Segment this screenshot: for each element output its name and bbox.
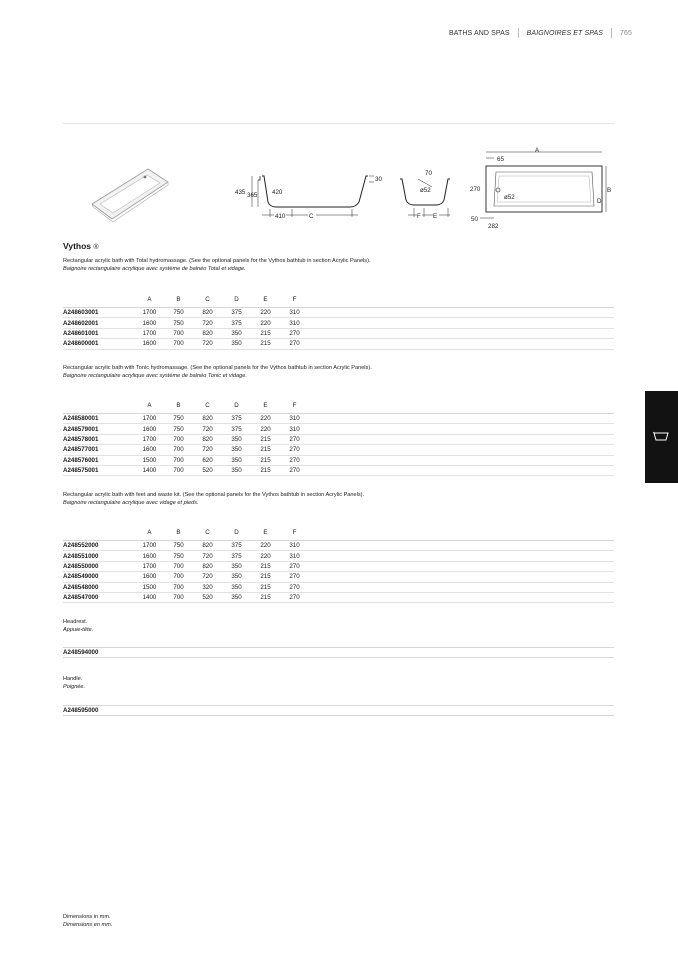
cell: 720 (193, 339, 222, 349)
cell: 720 (193, 445, 222, 455)
dim-70: 70 (425, 170, 432, 177)
column-header: D (222, 292, 251, 308)
cell: 1600 (135, 339, 164, 349)
column-header: A (135, 292, 164, 308)
cell: 700 (164, 339, 193, 349)
cell: 270 (280, 592, 309, 602)
accessory-label (63, 675, 85, 692)
cell: 310 (280, 318, 309, 328)
section-title: BATHS AND SPAS (448, 29, 510, 37)
cell: 220 (251, 414, 280, 424)
dim-282: 282 (488, 223, 499, 230)
cell: 820 (193, 414, 222, 424)
group-description (63, 364, 372, 381)
cell: 350 (222, 561, 251, 571)
dim-c: C (309, 213, 314, 220)
column-header: B (164, 525, 193, 541)
description-en: Rectangular acrylic bath with Tonic hydromassage. (See the optional panels for the Vythos bathtub in section Acrylic Panels). (63, 365, 372, 371)
cell: 720 (193, 424, 222, 434)
cell: 820 (193, 328, 222, 338)
side-elevation-drawing (232, 162, 392, 224)
cell: 215 (251, 445, 280, 455)
page-header (449, 28, 632, 38)
column-header: C (193, 292, 222, 308)
cell: 820 (193, 434, 222, 444)
product-code: A248579001 (63, 424, 135, 434)
dim-o52: ø52 (420, 187, 431, 194)
product-code: A248551000 (63, 551, 135, 561)
cell: 350 (222, 455, 251, 465)
cell: 520 (193, 592, 222, 602)
cell: 215 (251, 582, 280, 592)
header-divider (611, 28, 612, 38)
accessory-label-fr: Appuie-tête. (63, 627, 94, 634)
column-spacer (309, 525, 614, 541)
product-title (63, 241, 99, 251)
cell: 720 (193, 572, 222, 582)
cell: 270 (280, 465, 309, 475)
cell-spacer (309, 465, 614, 475)
cell: 350 (222, 339, 251, 349)
table-row (63, 308, 614, 318)
cell: 270 (280, 339, 309, 349)
column-header: E (251, 525, 280, 541)
cell: 215 (251, 465, 280, 475)
cell-spacer (309, 582, 614, 592)
dim-d: D (597, 198, 602, 205)
table-row (63, 414, 614, 424)
cell: 820 (193, 308, 222, 318)
column-header: D (222, 525, 251, 541)
column-header-code (63, 525, 135, 541)
table-row (63, 339, 614, 349)
cell: 1500 (135, 582, 164, 592)
dim-50: 50 (471, 216, 478, 223)
bathtub-icon (653, 431, 669, 442)
cell: 375 (222, 414, 251, 424)
cell: 270 (280, 572, 309, 582)
cell: 310 (280, 541, 309, 551)
dim-plan-o52: ø52 (504, 194, 515, 201)
description-fr: Baignoire rectangulaire acrylique avec système de balnéo Total et vidage. (63, 266, 246, 273)
accessory-code: A248594000 (63, 647, 614, 658)
page-number: 765 (620, 29, 632, 37)
cell: 1600 (135, 445, 164, 455)
cell: 215 (251, 455, 280, 465)
group-description (63, 491, 364, 508)
cell: 270 (280, 434, 309, 444)
column-spacer (309, 398, 614, 414)
dim-420: 420 (272, 189, 283, 196)
cell: 700 (164, 582, 193, 592)
cell: 1700 (135, 434, 164, 444)
table-row (63, 455, 614, 465)
accessory-label-en: Handle. (63, 676, 83, 682)
cell: 270 (280, 561, 309, 571)
accessory-label-en: Headrest. (63, 619, 88, 625)
dim-65: 65 (497, 156, 504, 163)
cell-spacer (309, 551, 614, 561)
cell: 1700 (135, 308, 164, 318)
product-code: A248547000 (63, 592, 135, 602)
cell: 1700 (135, 561, 164, 571)
table-row (63, 582, 614, 592)
cell: 215 (251, 328, 280, 338)
cell: 220 (251, 308, 280, 318)
registered-mark: ® (93, 244, 99, 251)
product-code: A248549000 (63, 572, 135, 582)
cell-spacer (309, 572, 614, 582)
cell: 310 (280, 308, 309, 318)
cell: 215 (251, 572, 280, 582)
cell: 350 (222, 572, 251, 582)
product-code: A248552000 (63, 541, 135, 551)
section-title-fr: BAIGNOIRES ET SPAS (526, 29, 604, 37)
table-header-row (63, 525, 614, 541)
cell: 270 (280, 455, 309, 465)
dim-410: 410 (275, 213, 286, 220)
cell: 270 (280, 328, 309, 338)
spec-table (63, 525, 614, 603)
product-code: A248580001 (63, 414, 135, 424)
cell: 700 (164, 434, 193, 444)
description-en: Rectangular acrylic bath with feet and waste kit. (See the optional panels for the Vythos bathtub in section Acrylic Panels). (63, 492, 365, 498)
column-spacer (309, 292, 614, 308)
product-code: A248575001 (63, 465, 135, 475)
cell: 215 (251, 561, 280, 571)
cell: 375 (222, 541, 251, 551)
cell: 750 (164, 308, 193, 318)
cell: 220 (251, 424, 280, 434)
cell: 1700 (135, 328, 164, 338)
cell: 375 (222, 318, 251, 328)
group-description (63, 257, 371, 274)
table-row (63, 424, 614, 434)
cell: 350 (222, 465, 251, 475)
cell: 375 (222, 424, 251, 434)
column-header: A (135, 525, 164, 541)
cell-spacer (309, 455, 614, 465)
cell: 700 (164, 328, 193, 338)
cell: 375 (222, 551, 251, 561)
column-header: F (280, 525, 309, 541)
cell: 1700 (135, 414, 164, 424)
cell-spacer (309, 318, 614, 328)
cell: 820 (193, 561, 222, 571)
cell: 1400 (135, 592, 164, 602)
description-en: Rectangular acrylic bath with Total hydromassage. (See the optional panels for the Vythos bathtub in section Acrylic Panels). (63, 258, 371, 264)
cell: 350 (222, 328, 251, 338)
cell-spacer (309, 541, 614, 551)
product-code: A248578001 (63, 434, 135, 444)
cell: 270 (280, 445, 309, 455)
cell: 215 (251, 434, 280, 444)
description-fr: Baignoire rectangulaire acrylique avec système de balnéo Tonic et vidage. (63, 373, 247, 380)
product-code: A248603001 (63, 308, 135, 318)
cell: 520 (193, 465, 222, 475)
cell: 620 (193, 455, 222, 465)
cell: 1600 (135, 318, 164, 328)
cell: 750 (164, 551, 193, 561)
cell: 820 (193, 541, 222, 551)
cell-spacer (309, 414, 614, 424)
footer-note (63, 913, 112, 929)
cell: 310 (280, 551, 309, 561)
cell: 720 (193, 318, 222, 328)
cell: 700 (164, 572, 193, 582)
product-code: A248602001 (63, 318, 135, 328)
cell: 270 (280, 582, 309, 592)
cell: 215 (251, 339, 280, 349)
footer-note-fr: Dimensions en mm. (63, 922, 113, 928)
cell-spacer (309, 434, 614, 444)
cell: 220 (251, 541, 280, 551)
cell-spacer (309, 424, 614, 434)
table-header-row (63, 292, 614, 308)
table-row (63, 592, 614, 602)
column-header: A (135, 398, 164, 414)
spec-table (63, 398, 614, 476)
cell: 310 (280, 414, 309, 424)
cell: 350 (222, 445, 251, 455)
column-header: E (251, 398, 280, 414)
dim-365: 365 (247, 192, 258, 199)
cell: 220 (251, 318, 280, 328)
column-header: F (280, 292, 309, 308)
column-header-code (63, 292, 135, 308)
cell: 750 (164, 318, 193, 328)
accessory-label (63, 618, 93, 635)
cell: 750 (164, 541, 193, 551)
dim-b: B (607, 187, 612, 194)
spec-table (63, 292, 614, 350)
top-rule (63, 123, 615, 124)
table-header-row (63, 398, 614, 414)
dim-e: E (433, 213, 438, 220)
column-header: D (222, 398, 251, 414)
cell-spacer (309, 339, 614, 349)
cell-spacer (309, 308, 614, 318)
table-row (63, 328, 614, 338)
accessory-label-fr: Poignée. (63, 684, 86, 691)
table-row (63, 434, 614, 444)
accessory-code: A248595000 (63, 705, 614, 716)
cell: 700 (164, 455, 193, 465)
cell-spacer (309, 592, 614, 602)
product-code: A248550000 (63, 561, 135, 571)
cell: 700 (164, 592, 193, 602)
cell: 350 (222, 434, 251, 444)
cell: 750 (164, 414, 193, 424)
product-code: A248577001 (63, 445, 135, 455)
cell: 700 (164, 561, 193, 571)
cell: 310 (280, 424, 309, 434)
description-fr: Baignoire rectangulaire acrylique avec vidage et pieds. (63, 500, 199, 507)
cell: 220 (251, 551, 280, 561)
cell: 375 (222, 308, 251, 318)
product-name: Vythos (63, 241, 92, 251)
cell: 700 (164, 465, 193, 475)
cell: 320 (193, 582, 222, 592)
cell: 350 (222, 592, 251, 602)
cell: 750 (164, 424, 193, 434)
column-header: C (193, 398, 222, 414)
cell: 1700 (135, 541, 164, 551)
plan-view-drawing (468, 146, 618, 230)
column-header: B (164, 398, 193, 414)
table-row (63, 551, 614, 561)
footer-note-en: Dimensions in mm. (63, 914, 111, 920)
product-code: A248601001 (63, 328, 135, 338)
table-row (63, 318, 614, 328)
cell: 215 (251, 592, 280, 602)
product-code: A248600001 (63, 339, 135, 349)
cell: 720 (193, 551, 222, 561)
table-row (63, 561, 614, 571)
cell: 350 (222, 582, 251, 592)
product-code: A248548000 (63, 582, 135, 592)
cell: 1600 (135, 572, 164, 582)
column-header: E (251, 292, 280, 308)
column-header: C (193, 525, 222, 541)
table-row (63, 445, 614, 455)
table-row (63, 465, 614, 475)
cell: 1400 (135, 465, 164, 475)
table-row (63, 541, 614, 551)
dim-30: 30 (375, 176, 382, 183)
cell: 700 (164, 445, 193, 455)
column-header: F (280, 398, 309, 414)
cell-spacer (309, 328, 614, 338)
cell-spacer (309, 445, 614, 455)
dim-a: A (535, 147, 540, 154)
header-divider (518, 28, 519, 38)
cell: 1600 (135, 551, 164, 561)
end-elevation-drawing (392, 165, 462, 225)
bathtub-photo (90, 164, 170, 224)
column-header-code (63, 398, 135, 414)
cell: 1600 (135, 424, 164, 434)
product-code: A248576001 (63, 455, 135, 465)
side-tab (645, 391, 678, 483)
column-header: B (164, 292, 193, 308)
dim-270: 270 (470, 186, 481, 193)
dim-f: F (417, 213, 421, 220)
cell: 1500 (135, 455, 164, 465)
dim-435: 435 (235, 189, 246, 196)
table-row (63, 572, 614, 582)
cell-spacer (309, 561, 614, 571)
